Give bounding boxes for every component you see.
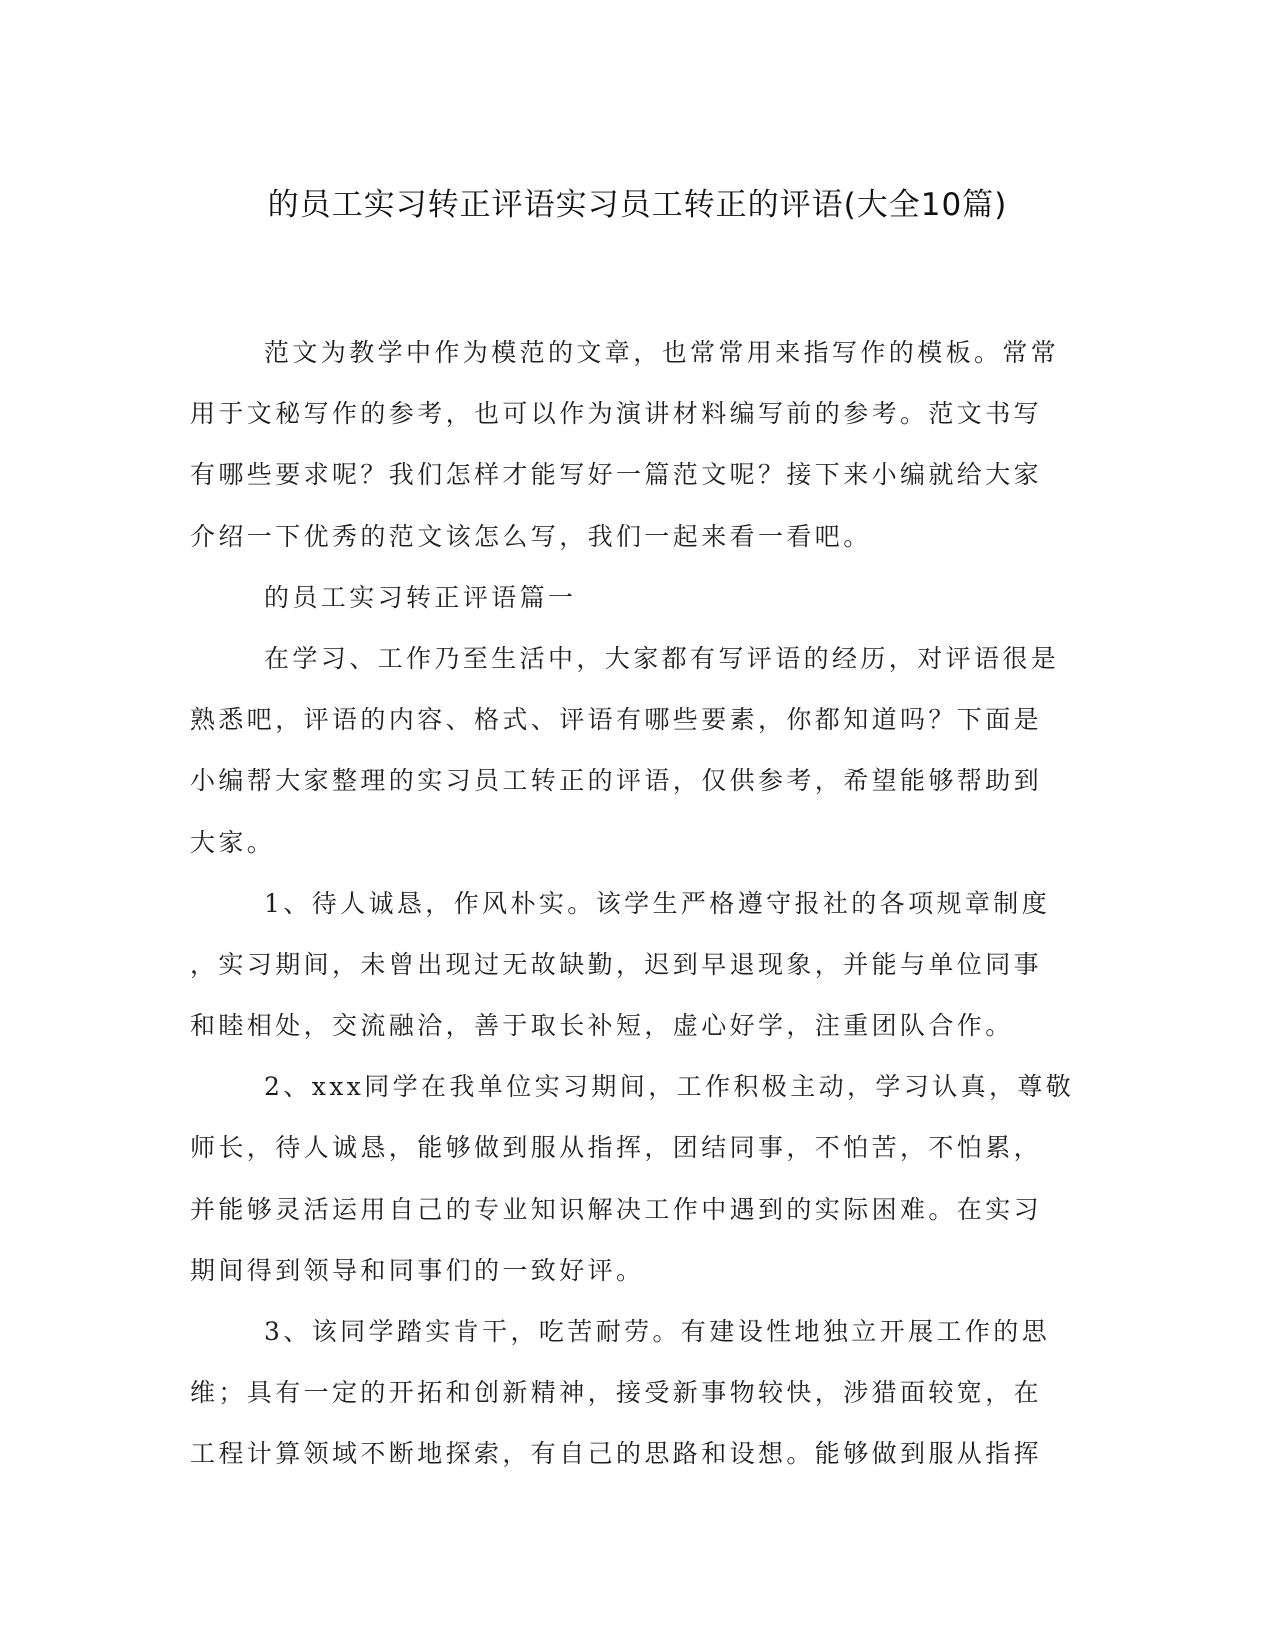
text-line: 熟悉吧，评语的内容、格式、评语有哪些要素，你都知道吗？下面是 <box>190 705 1043 735</box>
list-item-line: 工程计算领域不断地探索，有自己的思路和设想。能够做到服从指挥 <box>190 1439 1043 1469</box>
list-item-line: 期间得到领导和同事们的一致好评。 <box>190 1255 645 1285</box>
document-body <box>190 322 1080 1485</box>
list-item-line: ，实习期间，未曾出现过无故缺勤，迟到早退现象，并能与单位同事 <box>190 949 1043 979</box>
text-line: 范文为教学中作为模范的文章，也常常用来指写作的模板。常常 <box>264 338 1060 367</box>
document-title: 的员工实习转正评语实习员工转正的评语(大全10篇) <box>267 187 1008 223</box>
list-item-line: 和睦相处，交流融洽，善于取长补短，虚心好学，注重团队合作。 <box>190 1011 1014 1041</box>
text-line: 介绍一下优秀的范文该怎么写，我们一起来看一看吧。 <box>190 521 872 551</box>
list-item-line: 并能够灵活运用自己的专业知识解决工作中遇到的实际困难。在实习 <box>190 1194 1043 1224</box>
text-line: 小编帮大家整理的实习员工转正的评语，仅供参考，希望能够帮助到 <box>190 766 1043 796</box>
list-item-line: 3、该同学踏实肯干，吃苦耐劳。有建设性地独立开展工作的思 <box>264 1317 1051 1346</box>
list-item-line: 2、xxx同学在我单位实习期间，工作积极主动，学习认真，尊敬 <box>264 1072 1075 1102</box>
list-item-line: 维；具有一定的开拓和创新精神，接受新事物较快，涉猎面较宽，在 <box>190 1378 1043 1408</box>
text-line: 在学习、工作乃至生活中，大家都有写评语的经历，对评语很是 <box>264 643 1060 673</box>
text-line: 有哪些要求呢？我们怎样才能写好一篇范文呢？接下来小编就给大家 <box>190 460 1043 490</box>
section-heading: 的员工实习转正评语篇一 <box>264 582 577 612</box>
list-item-line: 师长，待人诚恳，能够做到服从指挥，团结同事，不怕苦，不怕累， <box>190 1133 1043 1163</box>
text-line: 用于文秘写作的参考，也可以作为演讲材料编写前的参考。范文书写 <box>190 399 1043 429</box>
text-line: 大家。 <box>190 827 276 857</box>
list-item-line: 1、待人诚恳，作风朴实。该学生严格遵守报社的各项规章制度 <box>264 888 1051 918</box>
